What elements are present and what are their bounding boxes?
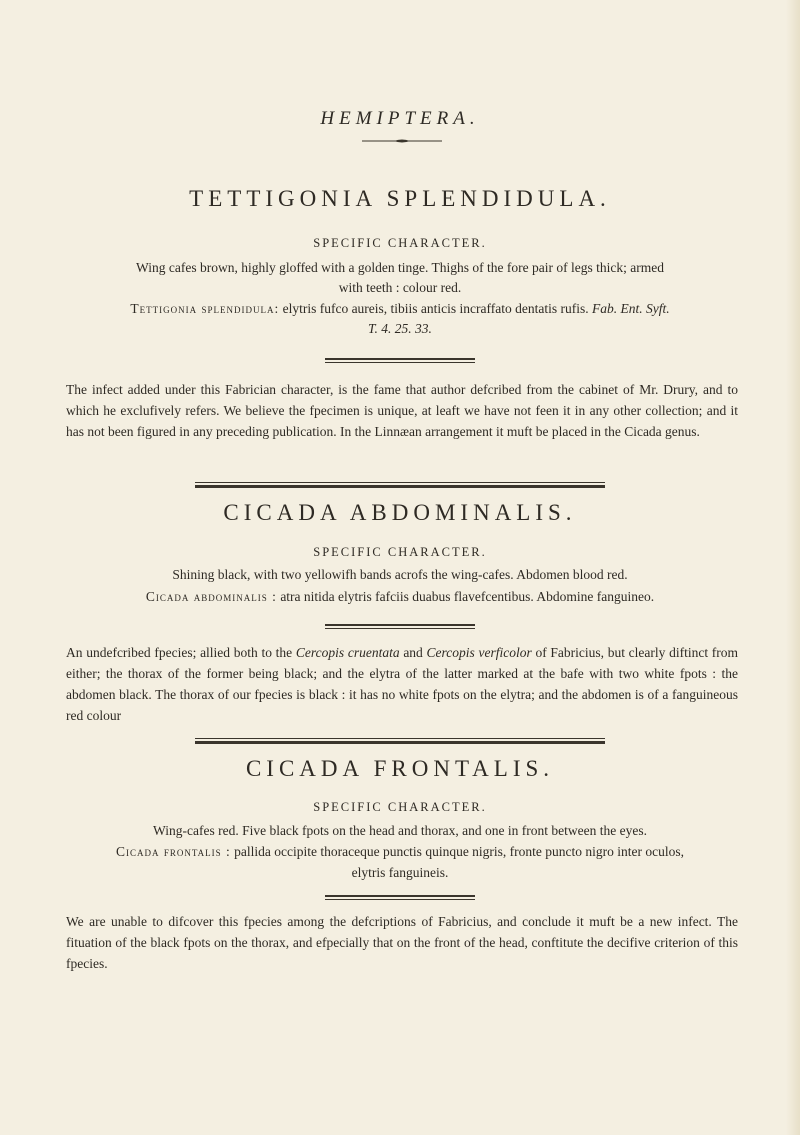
flourish-ornament [360, 138, 444, 144]
paragraph-2-text-b: and [403, 645, 423, 660]
latin-ref-1b: T. 4. 25. 33. [368, 321, 432, 336]
section-title-frontalis: CICADA FRONTALIS. [245, 756, 555, 781]
running-head: HEMIPTERA. [320, 108, 480, 129]
latin-description-2 [40, 586, 760, 607]
divider-5 [0, 895, 800, 903]
latin-desc-1: elytris fufco aureis, tibiis anticis incraffato dentatis rufis. [282, 301, 589, 316]
latin-desc-2: atra nitida elytris fafciis duabus flavefcentibus. Abdomine fanguineo. [280, 589, 655, 604]
paragraph-2 [66, 642, 738, 726]
divider-1 [0, 358, 800, 366]
latin-description-3 [40, 841, 760, 862]
specific-character-label-2: SPECIFIC CHARACTER. [313, 545, 487, 559]
paragraph-2-species-1: Cercopis cruentata [295, 645, 400, 660]
specific-character-label-3: SPECIFIC CHARACTER. [313, 800, 487, 814]
latin-name-3: Cicada frontalis : [115, 844, 231, 859]
latin-ref-1: Fab. Ent. Syft. [592, 301, 670, 316]
character-line-3: Wing-cafes red. Five black fpots on the head and thorax, and one in front between the eyes. [153, 823, 647, 838]
latin-name-2: Cicada abdominalis : [145, 589, 277, 604]
divider-4 [0, 738, 800, 747]
paragraph-2-species-2: Cercopis verficolor [426, 645, 532, 660]
character-line-2: Shining black, with two yellowifh bands acrofs the wing-cafes. Abdomen blood red. [172, 567, 628, 582]
specific-character-label-1: SPECIFIC CHARACTER. [313, 236, 487, 250]
character-line-1: Wing cafes brown, highly gloffed with a golden tinge. Thighs of the fore pair of legs thick; armed [136, 260, 664, 275]
latin-description-3b: elytris fanguineis. [351, 865, 449, 880]
latin-desc-3: pallida occipite thoraceque punctis quinque nigris, fronte puncto nigro inter oculos, [234, 844, 685, 859]
paragraph-2-text-c: of Fabricius, but clearly diftinct from either; the thorax of the former being black; and the elytra of the latter marked at the bafe with two white fpots : the abdomen black. The thorax of our fpecies is black : it has no white fpots on the elytra; and the abdomen is of a fanguineous red colour [66, 645, 739, 723]
divider-3 [0, 624, 800, 632]
latin-description-1 [40, 298, 760, 319]
paragraph-3: We are unable to difcover this fpecies among the defcriptions of Fabricius, and conclude it muft be a new infect. The fituation of the black fpots on the thorax, and efpecially that on the front of the head, conftitute the decifive criterion of this fpecies. [66, 914, 738, 971]
paragraph-2-text-a: An undefcribed fpecies; allied both to the [66, 645, 293, 660]
section-title-tettigonia: TETTIGONIA SPLENDIDULA. [189, 186, 611, 211]
paragraph-1: The infect added under this Fabrician character, is the fame that author defcribed from the cabinet of Mr. Drury, and to which he exclufively refers. We believe the fpecimen is unique, at leaft we have not feen it in any other collection; and it has not been figured in any preceding publication. In the Linnæan arrangement it muft be placed in the Cicada genus. [66, 382, 738, 439]
page-edge-shadow [786, 0, 800, 1135]
section-title-abdominalis: CICADA ABDOMINALIS. [223, 500, 577, 525]
divider-2 [0, 482, 800, 491]
character-line-1b: with teeth : colour red. [338, 280, 462, 295]
latin-name-1: Tettigonia splendidula: [130, 301, 280, 316]
